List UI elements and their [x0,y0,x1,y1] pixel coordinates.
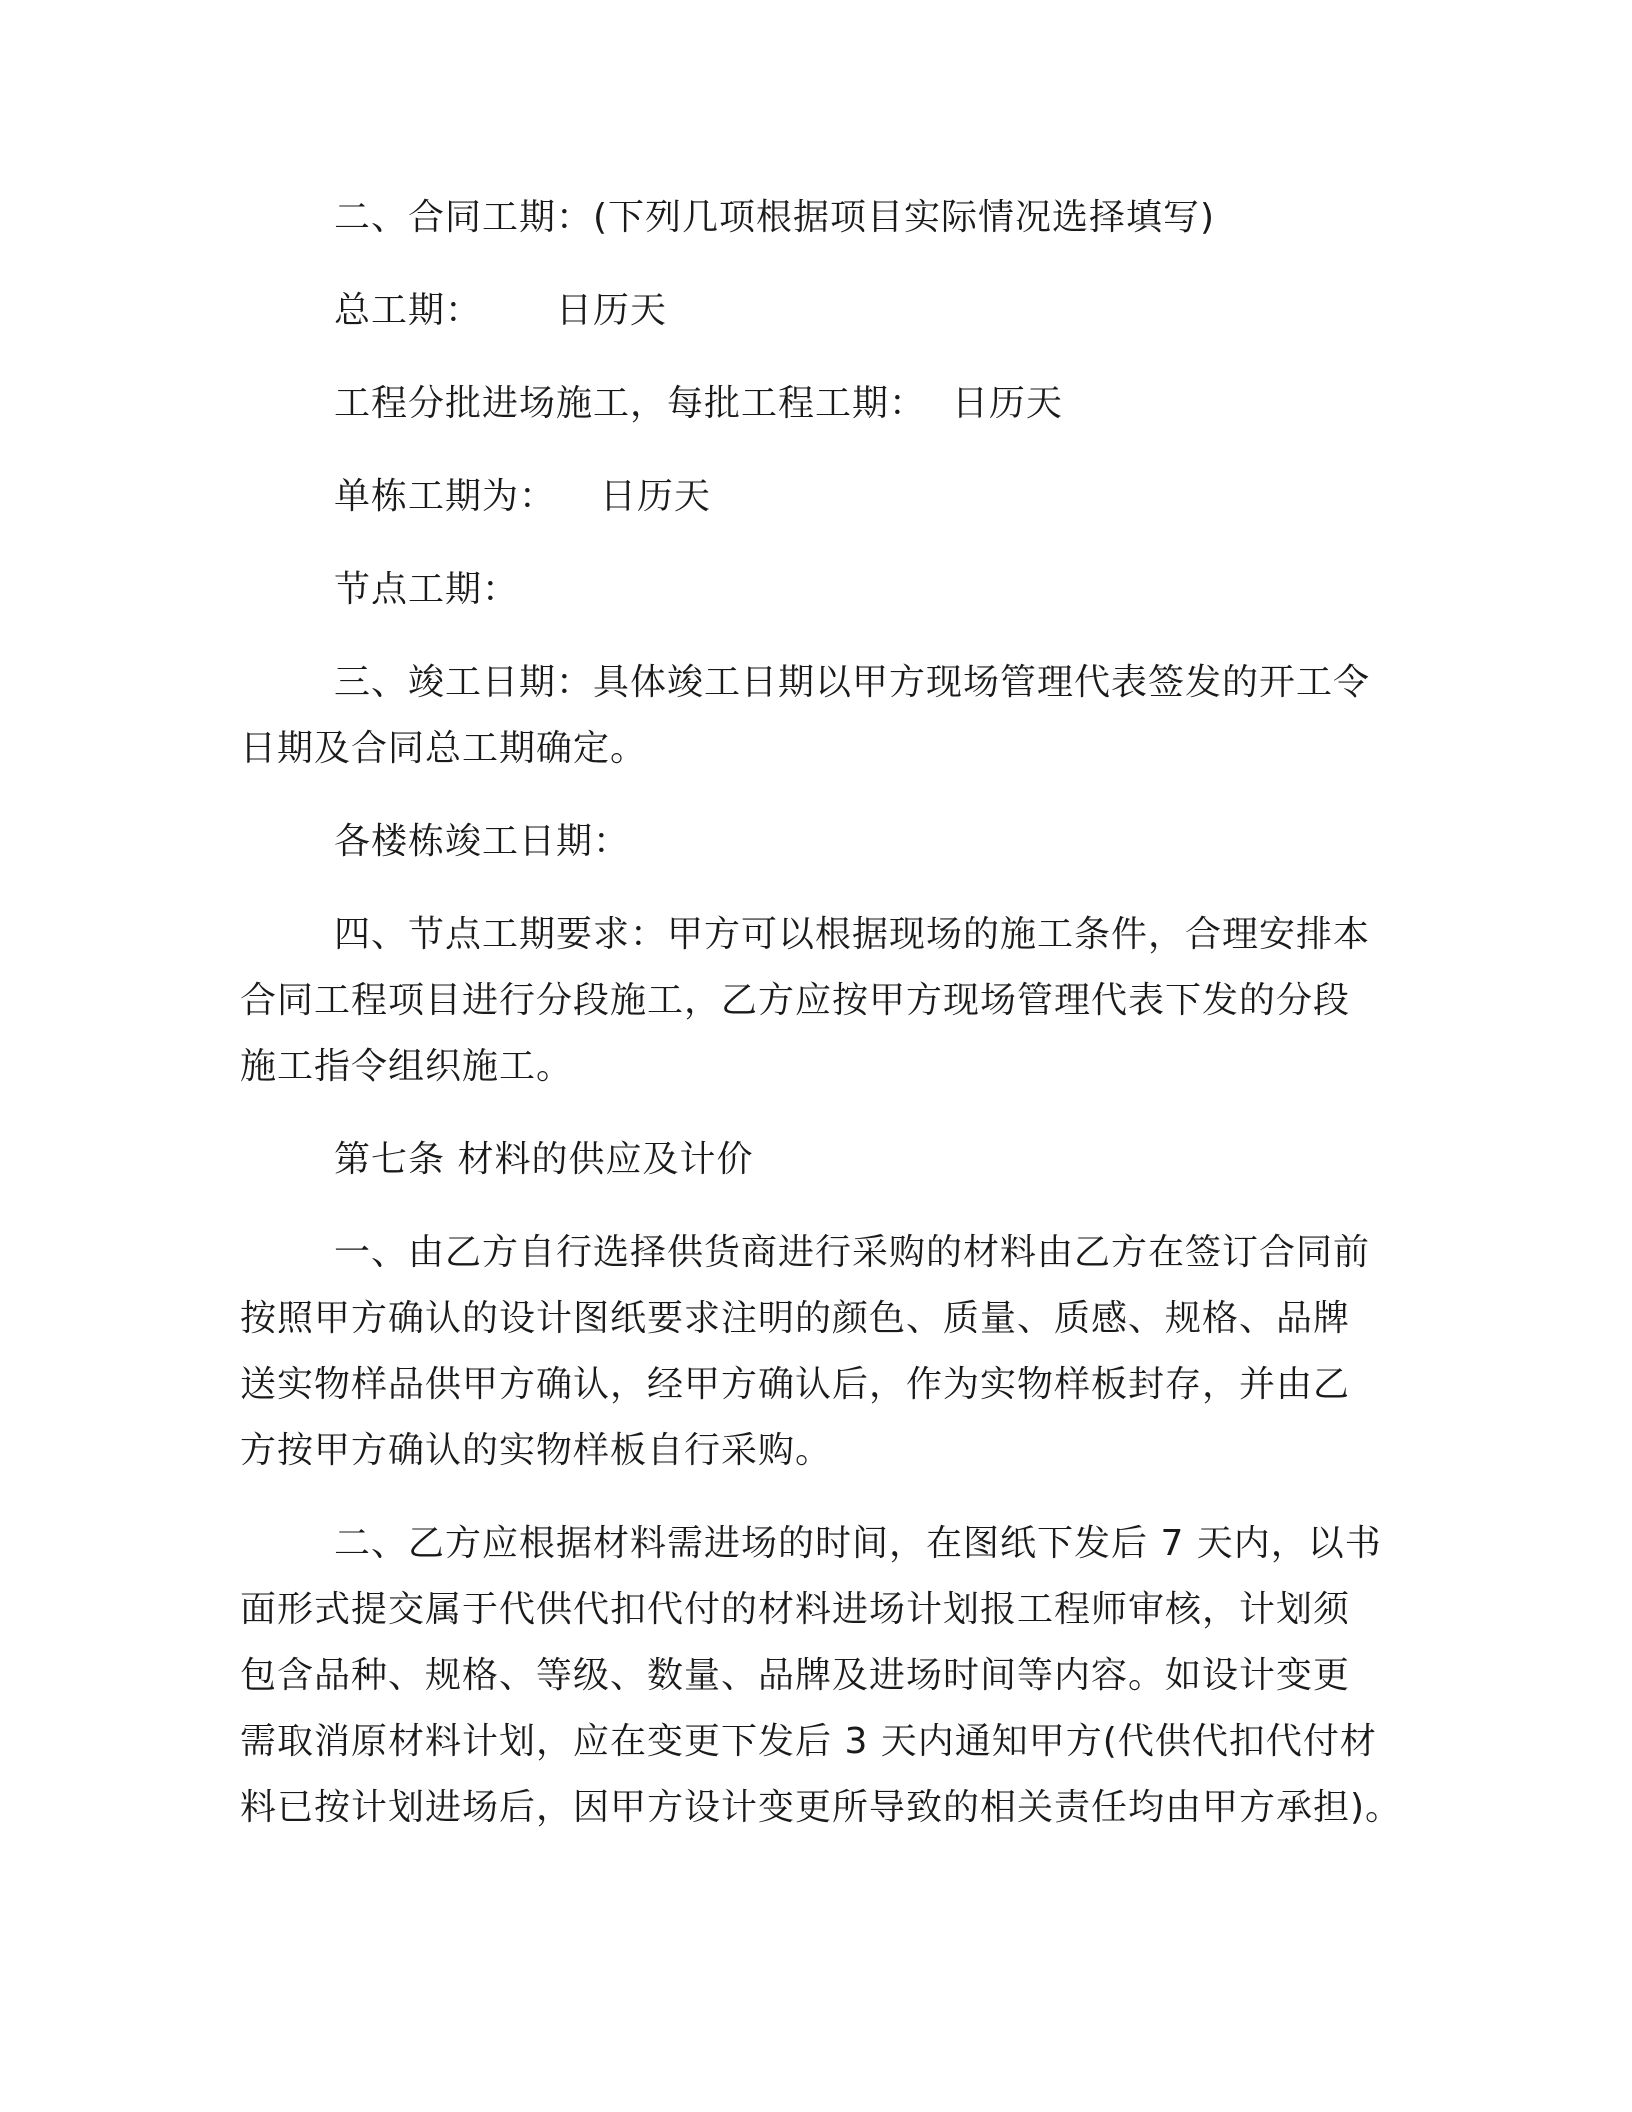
material-para-1-line-3: 送实物样品供甲方确认，经甲方确认后，作为实物样板封存，并由乙 [240,1364,1351,1405]
building-completion-date-label: 各楼栋竣工日期： [334,821,631,862]
node-requirement-para-line-1: 四、节点工期要求：甲方可以根据现场的施工条件，合理安排本 [334,914,1371,955]
batch-period-unit: 日历天 [952,383,1064,424]
node-requirement-para-line-3: 施工指令组织施工。 [240,1046,574,1087]
contract-period-heading: 二、合同工期：(下列几项根据项目实际情况选择填写) [334,197,1216,238]
single-building-period-label: 单栋工期为： [334,476,557,517]
single-building-period-unit: 日历天 [600,476,712,517]
batch-period-line [334,382,1063,426]
completion-date-para-line-1: 三、竣工日期：具体竣工日期以甲方现场管理代表签发的开工令 [334,662,1371,703]
batch-period-label: 工程分批进场施工，每批工程工期： [334,383,927,424]
material-para-2-line-3: 包含品种、规格、等级、数量、品牌及进场时间等内容。如设计变更 [240,1655,1351,1696]
material-para-1-line-2: 按照甲方确认的设计图纸要求注明的颜色、质量、质感、规格、品牌 [240,1298,1351,1339]
material-para-2-line-5: 料已按计划进场后，因甲方设计变更所导致的相关责任均由甲方承担)。 [240,1787,1403,1828]
article-seven-heading: 第七条 材料的供应及计价 [334,1139,754,1180]
material-para-1-line-1: 一、由乙方自行选择供货商进行采购的材料由乙方在签订合同前 [334,1232,1371,1273]
completion-date-para-line-2: 日期及合同总工期确定。 [240,728,648,769]
total-period-label: 总工期： [334,290,483,331]
node-requirement-para-line-2: 合同工程项目进行分段施工，乙方应按甲方现场管理代表下发的分段 [240,980,1351,1021]
material-para-1-line-4: 方按甲方确认的实物样板自行采购。 [240,1430,833,1471]
single-building-period-line [334,475,711,519]
total-period-unit: 日历天 [556,290,668,331]
total-period-line [334,289,667,333]
node-period-label: 节点工期： [334,569,520,610]
material-para-2-line-2: 面形式提交属于代供代扣代付的材料进场计划报工程师审核，计划须 [240,1589,1351,1630]
material-para-2-line-1: 二、乙方应根据材料需进场的时间，在图纸下发后 7 天内，以书 [334,1523,1382,1564]
material-para-2-line-4: 需取消原材料计划，应在变更下发后 3 天内通知甲方(代供代扣代付材 [240,1721,1377,1762]
